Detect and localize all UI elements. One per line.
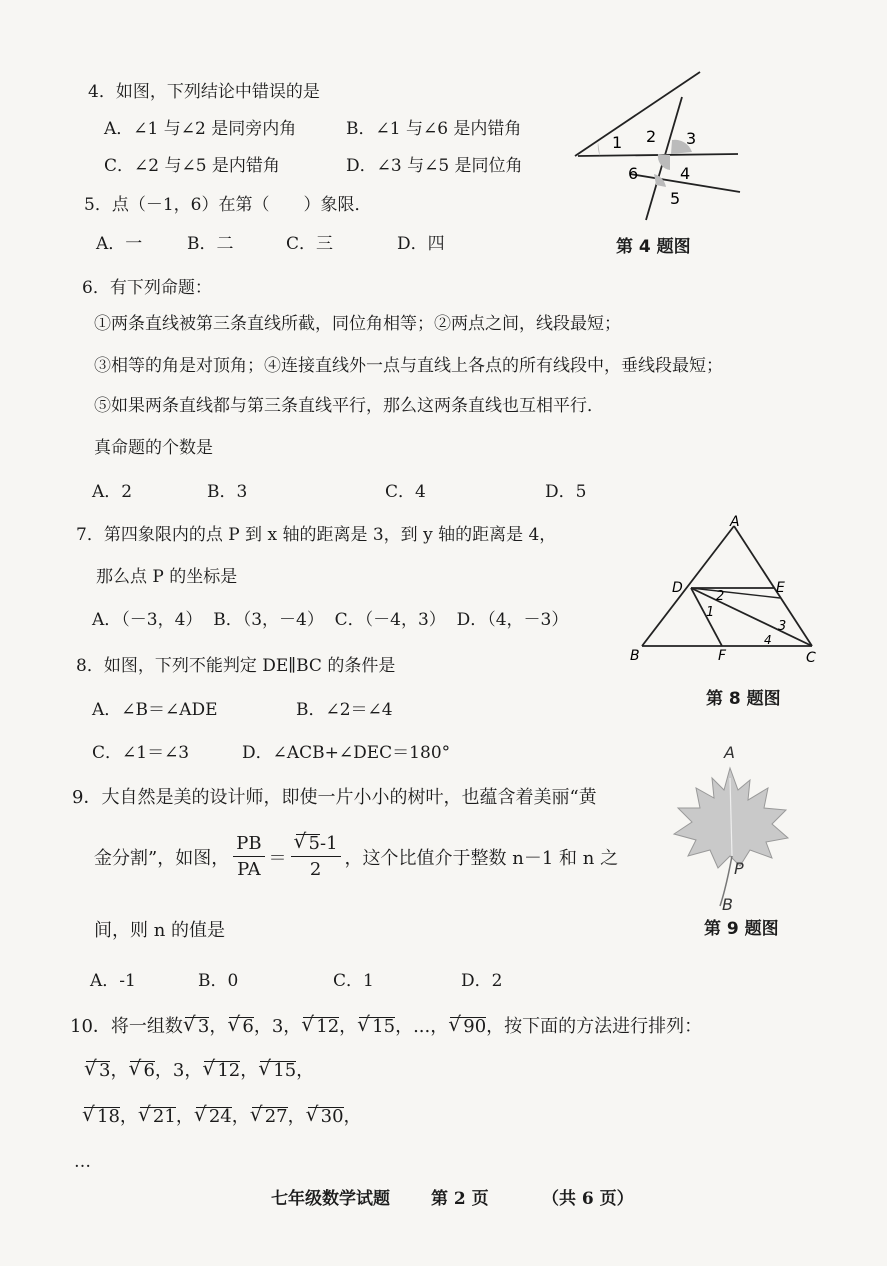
q10-r2-sqrt24: √ 24 [196,1107,232,1127]
footer-title: 七年级数学试题 [271,1189,390,1209]
q8-label-f: F [718,648,727,664]
sep: ， [154,1060,173,1081]
sep: ， [175,1106,194,1127]
q6-option-c: C．4 [385,482,426,502]
q10-stem-post: ，按下面的方法进行排列： [486,1016,703,1037]
q4-option-a: A．∠1 与∠2 是同旁内角 [104,119,297,139]
q10-seq-sqrt15: √ 15 [359,1017,395,1037]
q5-option-c: C．三 [286,234,334,254]
q9-stem-2a: 金分割”，如图， [94,847,230,869]
q9-stem-3: 间，则 n 的值是 [94,920,226,941]
q8-label-a: A [730,514,740,530]
q10-r2-sqrt27: √ 27 [252,1107,288,1127]
q5-stem: 5．点（－1，6）在第（ ）象限． [84,195,372,215]
q8-label-1: 1 [706,605,715,620]
q10-seq-dots: ... [413,1016,431,1037]
q10-r2-sqrt30: √ 30 [308,1107,344,1127]
q6-option-a: A．2 [92,482,133,502]
q8-option-a: A．∠B＝∠ADE [92,700,218,720]
q10-r1-sqrt15: √ 15 [260,1061,296,1081]
q9-leaf-figure [668,738,798,916]
sep: ， [343,1106,362,1127]
q4-caption: 第 4 题图 [616,237,691,257]
q10-r1-sqrt6: √ 6 [130,1061,154,1081]
q9-sqrt5: √ 5 [296,834,320,854]
q4-label-2: 2 [646,127,657,146]
q10-r1-3: 3 [172,1060,185,1081]
q5-option-d: D．四 [397,234,445,254]
sep: ， [395,1016,414,1037]
q8-caption: 第 8 题图 [706,689,781,709]
q10-r1-sqrt12: √ 12 [204,1061,240,1081]
q9-label-p: P [734,859,744,878]
q8-stem: 8．如图，下列不能判定 DE∥BC 的条件是 [76,656,396,676]
q4-figure [570,62,750,230]
q4-label-4: 4 [680,164,691,183]
q4-stem: 4．如图，下列结论中错误的是 [88,82,320,102]
q7-options: A．（－3，4） B．（3，－4） C．（－4，3） D．（4，－3） [92,610,569,630]
q6-stem: 6．有下列命题： [82,278,212,298]
q10-r2-sqrt18: √ 18 [84,1107,120,1127]
sep: ， [430,1016,449,1037]
sep: ， [253,1016,272,1037]
q6-line-3: ⑤如果两条直线都与第三条直线平行，那么这两条直线也互相平行． [94,396,604,416]
sep: ， [283,1016,302,1037]
sep: ， [119,1106,138,1127]
sep: ， [110,1060,129,1081]
sep: ， [240,1060,259,1081]
q8-label-4: 4 [764,633,772,647]
q9-option-c: C．1 [333,971,374,991]
q8-label-c: C [806,650,816,666]
q9-equals: ＝ [268,847,287,869]
q5-option-b: B．二 [187,234,234,254]
q6-line-1: ①两条直线被第三条直线所截，同位角相等；②两点之间，线段最短； [94,314,621,334]
q5-option-a: A．一 [96,234,143,254]
q8-label-3: 3 [778,619,787,634]
q6-option-d: D．5 [545,482,587,502]
q9-label-a: A [724,743,735,762]
q9-stem-2 [94,833,618,880]
q6-option-b: B．3 [207,482,248,502]
q9-minus-one: -1 [320,833,338,854]
footer-total: （共 6 页） [542,1189,634,1209]
q6-line-2: ③相等的角是对顶角；④连接直线外一点与直线上各点的所有线段中，垂线段最短； [94,356,723,376]
q10-stem [70,1012,702,1038]
q9-fraction-pb-pa [233,833,264,880]
sep: ， [287,1106,306,1127]
q9-caption: 第 9 题图 [704,919,779,939]
sep: ， [231,1106,250,1127]
q4-label-3: 3 [686,129,697,148]
q10-r2-sqrt21: √ 21 [140,1107,176,1127]
q9-frac-num: PB [233,833,264,857]
q8-option-d: D．∠ACB+∠DEC＝180° [242,743,451,763]
q4-label-5: 5 [670,189,681,208]
q10-seq-sqrt12: √ 12 [303,1017,339,1037]
q10-stem-pre: 10．将一组数 [70,1016,183,1037]
q4-label-6: 6 [628,164,639,183]
q4-option-b: B．∠1 与∠6 是内错角 [346,119,522,139]
q9-stem: 9．大自然是美的设计师，即使一片小小的树叶，也蕴含着美丽“黄 [72,787,597,808]
q10-ellipsis: … [74,1152,91,1172]
q10-seq-sqrt3: √ 3 [185,1017,209,1037]
q10-row-1 [84,1056,314,1082]
q10-seq-sqrt6: √ 6 [229,1017,253,1037]
sep: ， [209,1016,228,1037]
q9-option-a: A．-1 [90,971,136,991]
q9-option-b: B．0 [198,971,239,991]
q7-stem-2: 那么点 P 的坐标是 [96,567,238,587]
q8-option-c: C．∠1＝∠3 [92,743,190,763]
sep: ， [339,1016,358,1037]
q4-option-d: D．∠3 与∠5 是同位角 [346,156,523,176]
q8-figure [626,514,826,672]
sep: ， [296,1060,315,1081]
q9-option-d: D．2 [461,971,503,991]
q9-golden-den: 2 [309,859,322,880]
q10-seq-3: 3 [271,1016,284,1037]
q4-label-1: 1 [612,133,623,152]
q9-fraction-golden [291,833,341,880]
q8-option-b: B．∠2＝∠4 [296,700,393,720]
q6-line-4: 真命题的个数是 [94,438,213,458]
q9-label-b: B [722,895,733,914]
sep: ， [184,1060,203,1081]
q4-option-c: C．∠2 与∠5 是内错角 [104,156,280,176]
q10-r1-sqrt3: √ 3 [86,1061,110,1081]
q9-golden-num [291,833,341,857]
q8-label-d: D [672,580,683,596]
q8-label-b: B [630,648,640,664]
q7-stem: 7．第四象限内的点 P 到 x 轴的距离是 3，到 y 轴的距离是 4， [76,525,557,545]
q10-row-2 [82,1102,362,1128]
q10-seq-sqrt90: √ 90 [450,1017,486,1037]
q9-stem-2b: ，这个比值介于整数 n－1 和 n 之 [344,847,619,869]
footer-page: 第 2 页 [431,1189,489,1209]
q9-frac-den: PA [237,859,261,880]
q8-label-e: E [776,580,785,596]
q8-label-2: 2 [716,589,725,604]
